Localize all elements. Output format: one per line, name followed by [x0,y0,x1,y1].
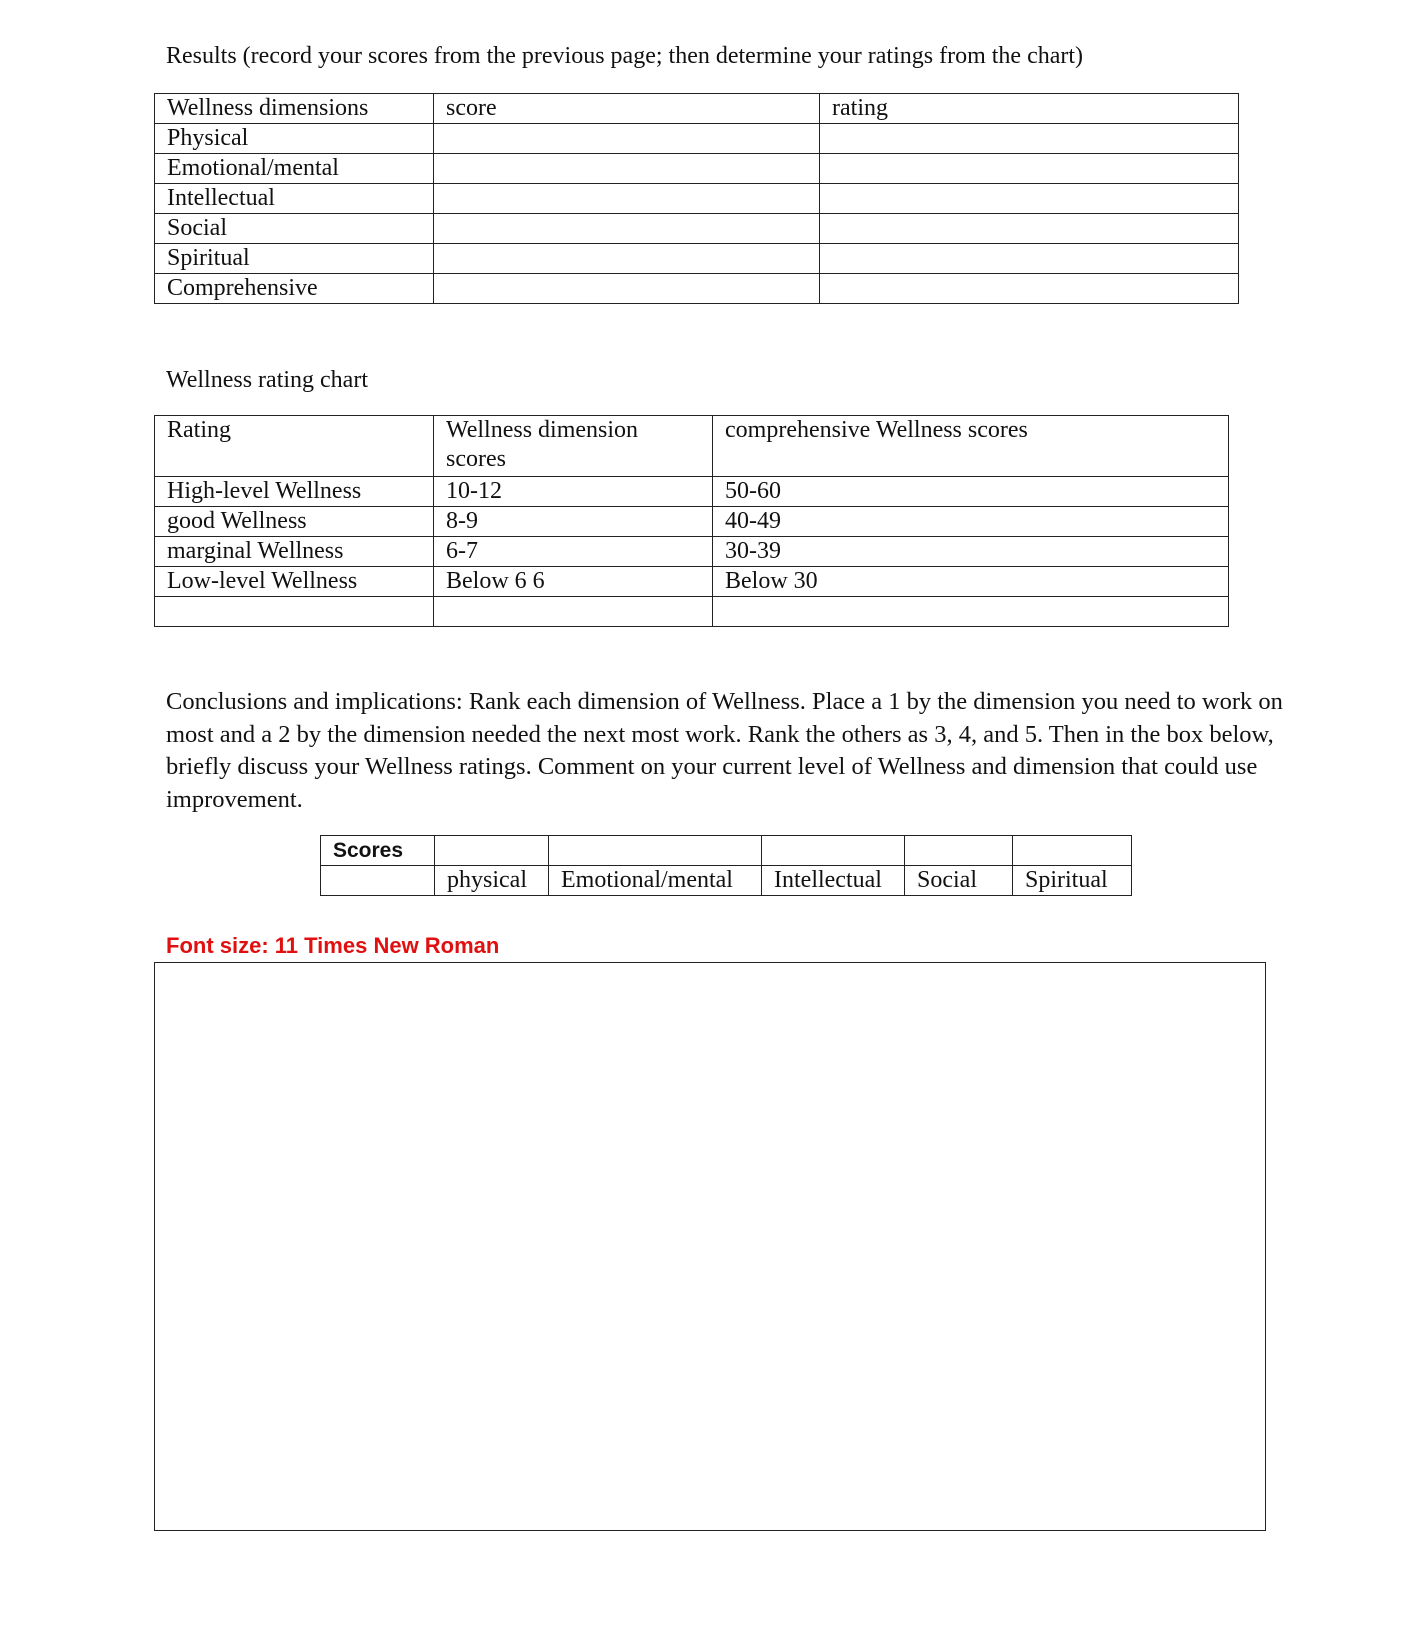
empty-cell [713,597,1229,627]
col-header-rating: rating [820,94,1239,124]
conclusions-paragraph: Conclusions and implications: Rank each dimension of Wellness. Place a 1 by the dimension you need to work on most and a 2 by the dimension needed the next most work. Rank the others as 3, 4, and 5. Then in the box below, briefly discuss your Wellness ratings. Comment on your current level of Wellness and dimension that could use improvement. [166,688,1283,813]
score-cell[interactable] [434,124,820,154]
rating-level: good Wellness [155,507,434,537]
dimension-score-range: 8-9 [434,507,713,537]
comprehensive-score-range: Below 30 [713,567,1229,597]
score-cell[interactable] [434,214,820,244]
rating-level: High-level Wellness [155,477,434,507]
rating-level: marginal Wellness [155,537,434,567]
rank-label-row [321,866,1132,896]
rank-input-emotional[interactable] [549,836,762,866]
dimension-score-range: Below 6 6 [434,567,713,597]
table-row [155,214,1239,244]
dimension-label: physical [435,866,549,896]
rating-cell[interactable] [820,124,1239,154]
table-row [155,154,1239,184]
rank-input-intellectual[interactable] [762,836,905,866]
rating-chart-table [154,415,1229,627]
table-row [155,567,1229,597]
rank-scores-table [320,835,1132,896]
rating-cell[interactable] [820,244,1239,274]
table-row [155,537,1229,567]
col-header-comprehensive-scores: comprehensive Wellness scores [713,416,1229,477]
rank-input-spiritual[interactable] [1013,836,1132,866]
rank-input-social[interactable] [905,836,1013,866]
table-row [155,507,1229,537]
rank-input-physical[interactable] [435,836,549,866]
rating-cell[interactable] [820,154,1239,184]
score-cell[interactable] [434,184,820,214]
scores-label: Scores [321,836,435,866]
rating-cell[interactable] [820,214,1239,244]
dimension-label: Physical [155,124,434,154]
table-row [155,597,1229,627]
dimension-label: Intellectual [762,866,905,896]
dimension-label: Social [155,214,434,244]
results-table [154,93,1239,304]
dimension-label: Emotional/mental [155,154,434,184]
comprehensive-score-range: 50-60 [713,477,1229,507]
dimension-score-range: 6-7 [434,537,713,567]
table-row [155,244,1239,274]
results-heading: Results (record your scores from the previous page; then determine your ratings from the chart) [166,43,1084,69]
empty-cell [434,597,713,627]
col-header-score: score [434,94,820,124]
rating-cell[interactable] [820,184,1239,214]
table-row [155,477,1229,507]
rating-cell[interactable] [820,274,1239,304]
col-header-dimension-scores: Wellness dimension scores [434,416,713,477]
dimension-label: Emotional/mental [549,866,762,896]
table-row [155,184,1239,214]
font-size-note: Font size: 11 Times New Roman [166,933,500,958]
dimension-label: Social [905,866,1013,896]
comprehensive-score-range: 40-49 [713,507,1229,537]
dimension-label: Comprehensive [155,274,434,304]
dimension-label: Spiritual [1013,866,1132,896]
table-row [155,274,1239,304]
dimension-score-range: 10-12 [434,477,713,507]
chart-header-row [155,416,1229,477]
rating-chart-heading: Wellness rating chart [166,367,368,393]
discussion-text-box[interactable] [154,962,1266,1531]
col-header-rating: Rating [155,416,434,477]
rank-input-row [321,836,1132,866]
empty-cell [321,866,435,896]
dimension-label: Spiritual [155,244,434,274]
rating-level: Low-level Wellness [155,567,434,597]
score-cell[interactable] [434,244,820,274]
empty-cell [155,597,434,627]
col-header-dimensions: Wellness dimensions [155,94,434,124]
score-cell[interactable] [434,274,820,304]
dimension-label: Intellectual [155,184,434,214]
table-row [155,124,1239,154]
results-header-row [155,94,1239,124]
comprehensive-score-range: 30-39 [713,537,1229,567]
score-cell[interactable] [434,154,820,184]
